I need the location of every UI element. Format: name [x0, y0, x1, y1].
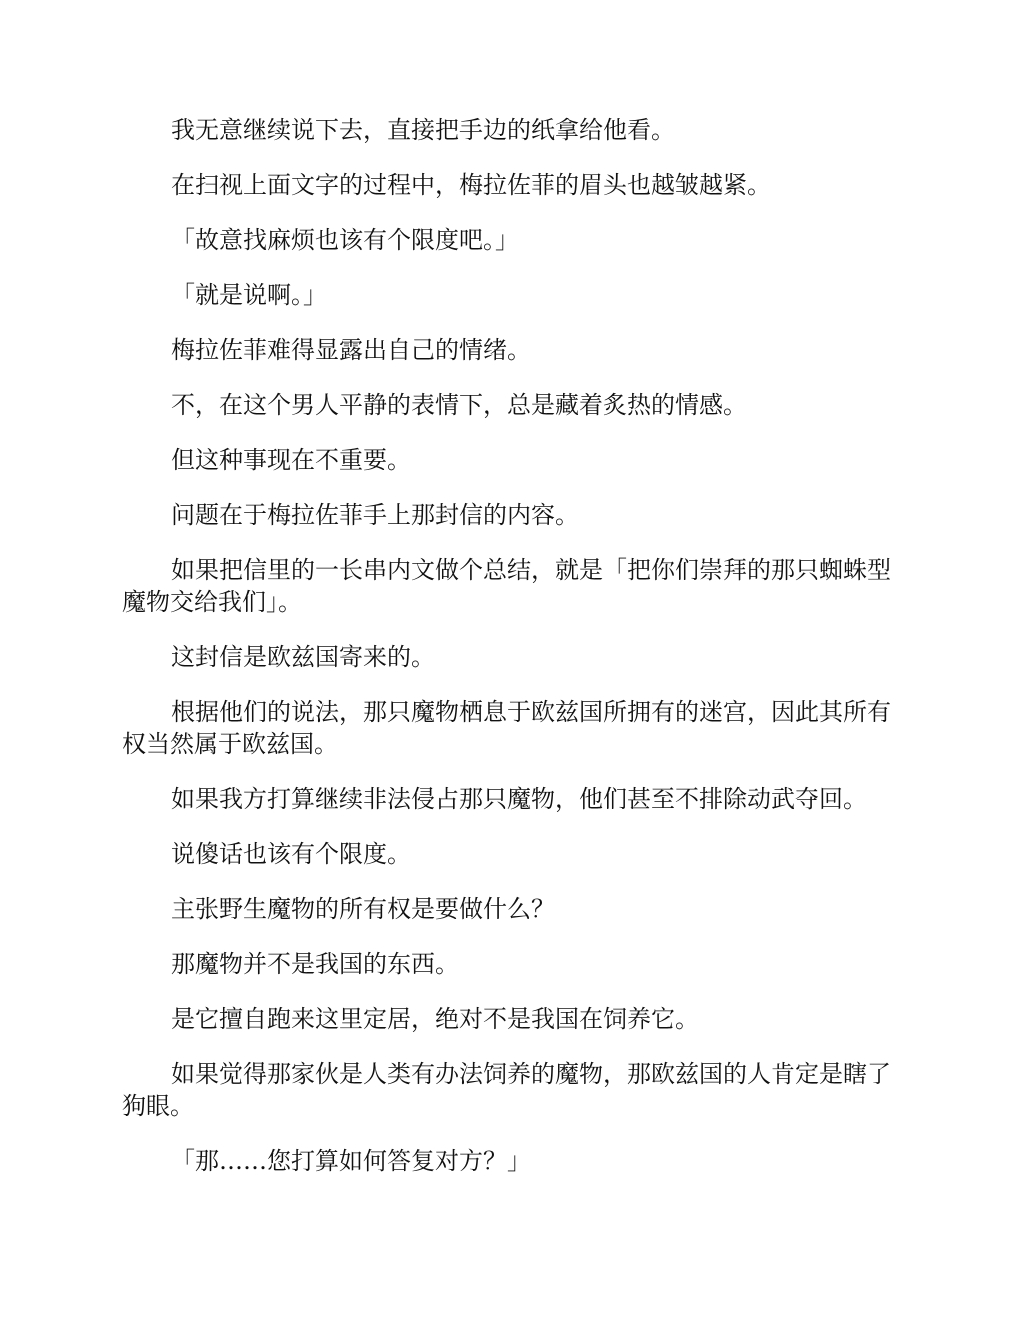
dialogue-paragraph: 「就是说啊。」 [171, 281, 327, 309]
paragraph: 问题在于梅拉佐菲手上那封信的内容。 [171, 501, 579, 529]
paragraph: 这封信是欧兹国寄来的。 [171, 643, 435, 671]
paragraph: 我无意继续说下去，直接把手边的纸拿给他看。 [171, 116, 675, 144]
paragraph: 如果把信里的一长串内文做个总结，就是「把你们崇拜的那只蜘蛛型魔物交给我们」。 [122, 556, 891, 616]
paragraph: 那魔物并不是我国的东西。 [171, 950, 459, 978]
paragraph: 如果我方打算继续非法侵占那只魔物，他们甚至不排除动武夺回。 [171, 785, 867, 813]
paragraph: 在扫视上面文字的过程中，梅拉佐菲的眉头也越皱越紧。 [171, 171, 771, 199]
paragraph: 不，在这个男人平静的表情下，总是藏着炙热的情感。 [171, 391, 747, 419]
document-page [122, 114, 897, 1200]
paragraph: 说傻话也该有个限度。 [171, 840, 411, 868]
paragraph: 如果觉得那家伙是人类有办法饲养的魔物，那欧兹国的人肯定是瞎了狗眼。 [122, 1060, 891, 1120]
dialogue-paragraph: 「那……您打算如何答复对方？」 [171, 1147, 531, 1175]
paragraph: 是它擅自跑来这里定居，绝对不是我国在饲养它。 [171, 1005, 699, 1033]
paragraph: 主张野生魔物的所有权是要做什么？ [171, 895, 555, 923]
dialogue-paragraph: 「故意找麻烦也该有个限度吧。」 [171, 226, 519, 254]
paragraph: 梅拉佐菲难得显露出自己的情绪。 [171, 336, 531, 364]
paragraph: 但这种事现在不重要。 [171, 446, 411, 474]
paragraph: 根据他们的说法，那只魔物栖息于欧兹国所拥有的迷宫，因此其所有权当然属于欧兹国。 [122, 698, 891, 758]
